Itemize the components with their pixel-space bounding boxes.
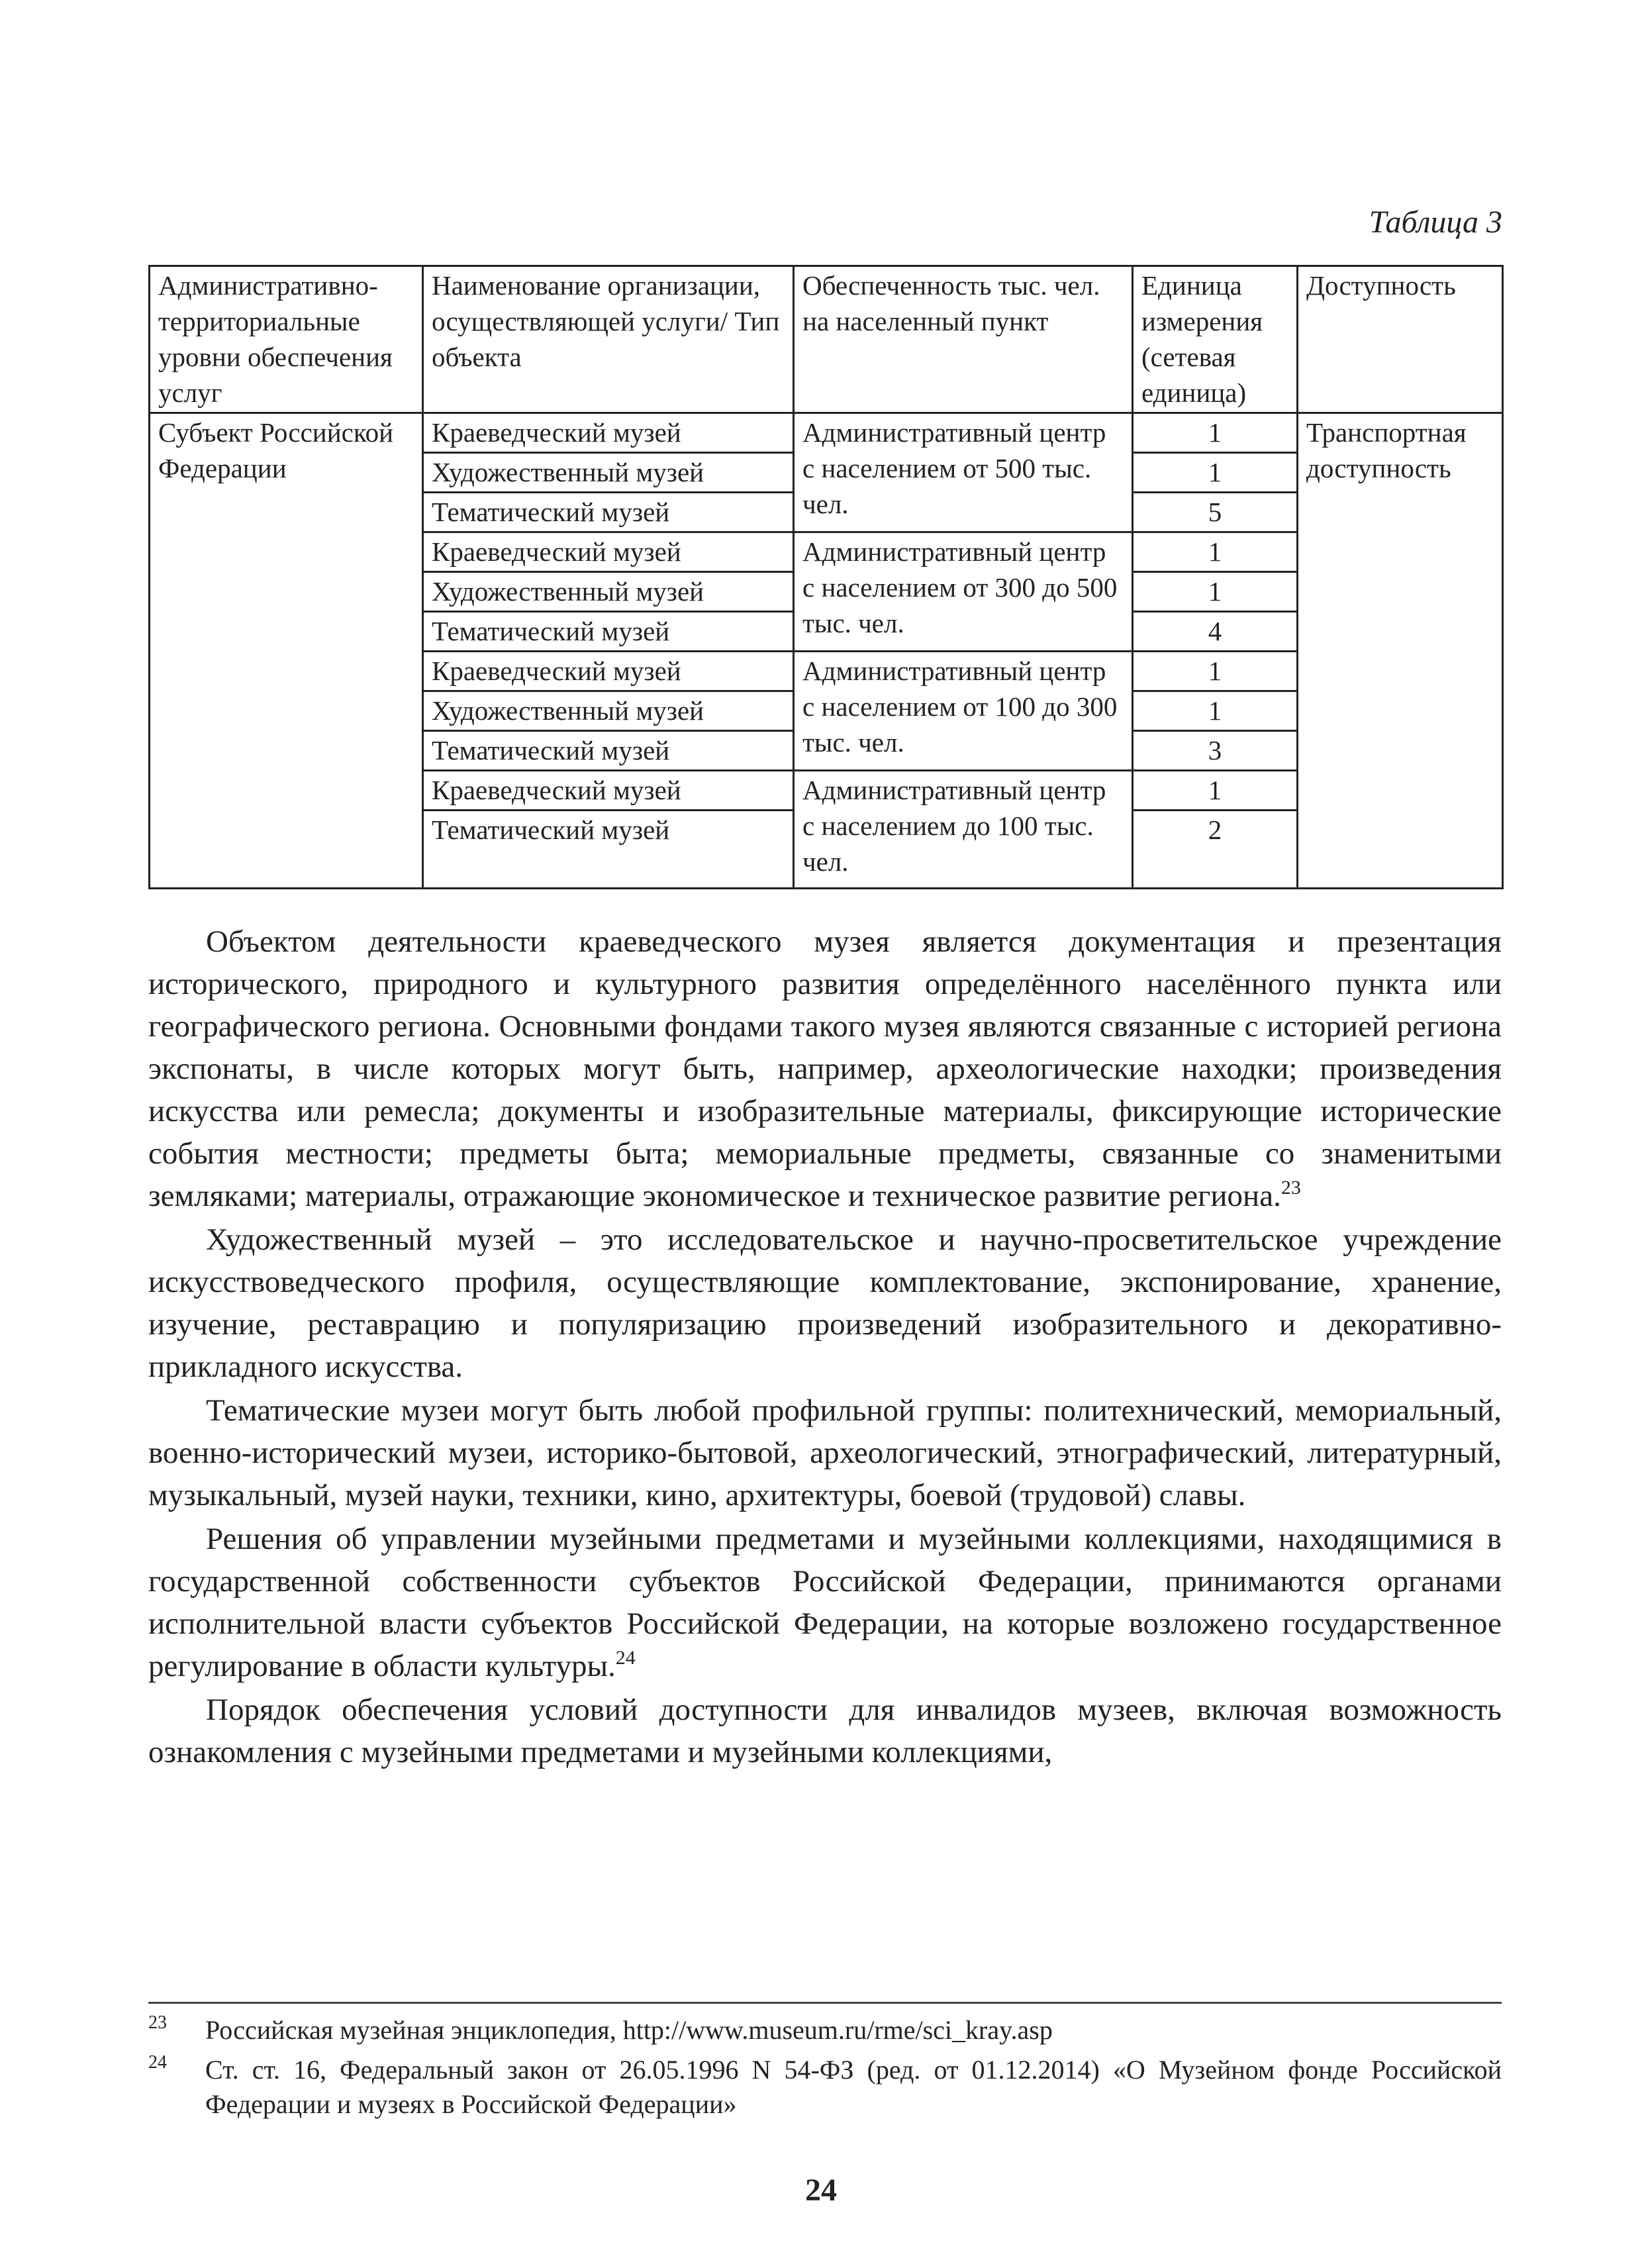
table-header-row	[150, 266, 1503, 413]
paragraph-regional-museum	[148, 920, 1502, 1217]
accessibility-cell: Транспортная доступность	[1298, 413, 1503, 889]
provision-cell: Административный центр с населением до 100 тыс. чел.	[794, 771, 1133, 889]
provision-cell: Административный центр с населением от 500 тыс. чел.	[794, 413, 1133, 532]
museum-type-cell: Тематический музей	[423, 612, 794, 652]
unit-cell: 4	[1133, 612, 1298, 652]
paragraph-accessibility	[148, 1689, 1502, 1773]
table-caption: Таблица 3	[1369, 205, 1502, 240]
museum-type-cell: Тематический музей	[423, 811, 794, 889]
unit-cell: 1	[1133, 413, 1298, 453]
footnotes	[148, 2013, 1502, 2127]
footnote-ref[interactable]: 24	[615, 1647, 636, 1669]
paragraph-text: Решения об управлении музейными предметами и музейными коллекциями, находящимися в государственной собственности субъектов Российской Федерации, принимаются органами исполнительной власти субъектов Российской Федерации, на которые возложено государственное регулирование в области культуры.	[148, 1522, 1502, 1683]
unit-cell: 1	[1133, 652, 1298, 691]
footnote-text: Ст. ст. 16, Федеральный закон от 26.05.1996 N 54-ФЗ (ред. от 01.12.2014) «О Музейном фонде Российской Федерации и музеях в Российской Федерации»	[205, 2055, 1502, 2119]
paragraph-text: Художественный музей – это исследовательское и научно-просветительское учреждение искусствоведческого профиля, осуществляющие комплектование, экспонирование, хранение, изучение, реставрацию и популяризацию произведений изобразительного и декоративно-прикладного искусства.	[148, 1222, 1502, 1384]
provision-cell: Административный центр с населением от 300 до 500 тыс. чел.	[794, 532, 1133, 652]
unit-cell: 1	[1133, 771, 1298, 811]
footnote-mark: 23	[148, 2012, 167, 2033]
paragraph-text: Объектом деятельности краеведческого музея является документация и презентация исторического, природного и культурного развития определённого населённого пункта или географического региона. Основными фондами такого музея являются связанные с историей региона экспонаты, в числе которых могут быть, например, археологические находки; произведения искусства или ремесла; документы и изобразительные материалы, фиксирующие исторические события местности; предметы быта; мемориальные предметы, связанные со знаменитыми земляками; материалы, отражающие экономическое и техническое развитие региона.	[148, 924, 1502, 1213]
museum-type-cell: Художественный музей	[423, 453, 794, 493]
footnote-divider	[148, 2002, 1502, 2004]
museum-type-cell: Краеведческий музей	[423, 413, 794, 453]
paragraph-management	[148, 1518, 1502, 1687]
unit-cell: 1	[1133, 532, 1298, 572]
museum-provision-table	[148, 265, 1504, 889]
header-level: Административно-территориальные уровни обеспечения услуг	[150, 266, 423, 413]
unit-cell: 3	[1133, 731, 1298, 771]
table-row	[150, 413, 1503, 453]
museum-type-cell: Краеведческий музей	[423, 532, 794, 572]
footnote-ref[interactable]: 23	[1280, 1177, 1301, 1199]
page-number: 24	[805, 2173, 837, 2208]
museum-type-cell: Краеведческий музей	[423, 771, 794, 811]
footnote-mark: 24	[148, 2052, 167, 2073]
footnote-item	[148, 2053, 1502, 2122]
unit-cell: 2	[1133, 811, 1298, 889]
body-text	[148, 920, 1502, 1775]
provision-cell: Административный центр с населением от 100 до 300 тыс. чел.	[794, 652, 1133, 771]
museum-type-cell: Художественный музей	[423, 572, 794, 612]
footnote-text: Российская музейная энциклопедия, http://www.museum.ru/rme/sci_kray.asp	[205, 2015, 1053, 2045]
paragraph-art-museum	[148, 1218, 1502, 1388]
museum-type-cell: Художественный музей	[423, 691, 794, 731]
paragraph-text: Тематические музеи могут быть любой профильной группы: политехнический, мемориальный, военно-исторический музеи, историко-бытовой, археологический, этнографический, литературный, музыкальный, музей науки, техники, кино, архитектуры, боевой (трудовой) славы.	[148, 1393, 1502, 1512]
unit-cell: 1	[1133, 453, 1298, 493]
header-unit: Единица измерения (сетевая единица)	[1133, 266, 1298, 413]
museum-type-cell: Тематический музей	[423, 493, 794, 532]
footnote-item	[148, 2013, 1502, 2047]
header-provision: Обеспеченность тыс. чел. на населенный пункт	[794, 266, 1133, 413]
museum-type-cell: Тематический музей	[423, 731, 794, 771]
museum-type-cell: Краеведческий музей	[423, 652, 794, 691]
header-organization: Наименование организации, осуществляющей услуги/ Тип объекта	[423, 266, 794, 413]
unit-cell: 1	[1133, 691, 1298, 731]
unit-cell: 5	[1133, 493, 1298, 532]
unit-cell: 1	[1133, 572, 1298, 612]
paragraph-thematic-museums	[148, 1389, 1502, 1516]
paragraph-text: Порядок обеспечения условий доступности для инвалидов музеев, включая возможность ознакомления с музейными предметами и музейными коллекциями,	[148, 1693, 1502, 1769]
header-accessibility: Доступность	[1298, 266, 1503, 413]
level-cell: Субъект Российской Федерации	[150, 413, 423, 889]
